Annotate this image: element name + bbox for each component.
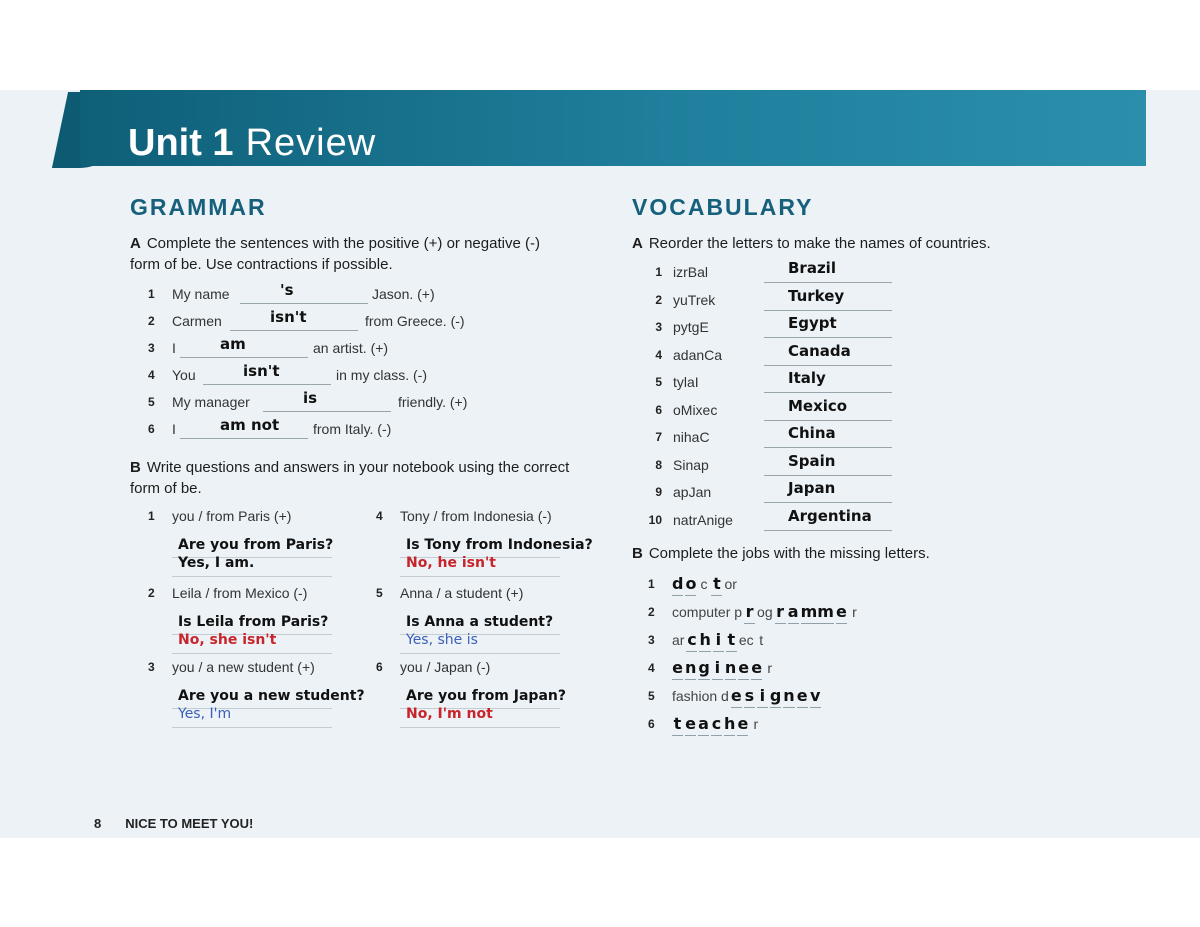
answer-blank: [240, 285, 368, 304]
written-letter: i: [712, 657, 723, 680]
country-number: 3: [655, 320, 662, 334]
question-number: 1: [148, 509, 155, 523]
written-letter: g: [770, 685, 781, 708]
sentence-start: I: [172, 421, 176, 437]
answer-line: [172, 575, 332, 577]
question-number: 3: [148, 660, 155, 674]
written-letter: e: [797, 685, 808, 708]
handwritten-question: Is Leila from Paris?: [178, 614, 329, 630]
job-number: 2: [648, 605, 655, 619]
sentence-end: friendly. (+): [398, 394, 468, 410]
review-label: Review: [245, 122, 377, 164]
printed-letters: r: [753, 716, 759, 732]
country-number: 4: [655, 347, 662, 362]
scrambled-word: Sinap: [673, 456, 709, 473]
question-number: 5: [376, 586, 383, 600]
scrambled-word: izrBal: [673, 264, 709, 280]
vocab-a-letter: A: [632, 235, 643, 252]
grammar-b-text: Write questions and answers in your notebook using the correct form of be.: [130, 459, 570, 497]
grammar-b-letter: B: [130, 459, 141, 476]
handwritten-answer: Yes, she is: [406, 632, 478, 648]
vocab-a-instruction: [632, 233, 1072, 254]
written-letter: s: [744, 685, 755, 708]
job-number: 4: [648, 661, 655, 675]
job-word: [672, 657, 777, 679]
handwritten-country: Argentina: [788, 506, 872, 525]
scrambled-word: pytgE: [673, 319, 709, 335]
question-prompt: you / from Paris (+): [172, 508, 292, 524]
written-letter: n: [783, 685, 794, 708]
handwritten-answer: No, he isn't: [406, 555, 496, 571]
handwritten-answer: Yes, I am.: [178, 555, 255, 571]
sentence-start: You: [172, 367, 196, 383]
unit-label: Unit 1: [128, 122, 234, 164]
printed-letters: og: [757, 604, 773, 620]
item-number: 2: [148, 314, 155, 328]
written-letter: v: [810, 685, 821, 708]
answer-line: [400, 652, 560, 654]
printed-letters: t: [759, 632, 764, 648]
vocab-b-letter: B: [632, 545, 643, 562]
item-number: 5: [148, 395, 155, 409]
job-word: [672, 713, 763, 735]
sentence-start: I: [172, 340, 176, 356]
job-word: [672, 685, 823, 707]
country-number: 6: [655, 402, 662, 417]
country-number: 10: [648, 512, 662, 527]
sentence-end: from Italy. (-): [313, 421, 392, 437]
handwritten-country: Brazil: [788, 259, 836, 277]
written-letter: g: [698, 657, 709, 680]
question-number: 2: [148, 586, 155, 600]
vocab-b-instruction: [632, 543, 1072, 564]
sentence-start: Carmen: [172, 313, 222, 329]
handwritten-question: Are you from Japan?: [406, 688, 566, 704]
answer-line: [172, 726, 332, 728]
written-letter: n: [685, 657, 696, 680]
written-letter: c: [711, 713, 722, 736]
handwritten-answer: No, I'm not: [406, 706, 493, 722]
page-title: [128, 122, 376, 165]
written-letter: r: [744, 601, 755, 624]
written-letter: i: [757, 685, 768, 708]
page-footer: [94, 816, 253, 831]
handwritten-answer: No, she isn't: [178, 632, 277, 648]
written-letter: e: [751, 657, 762, 680]
vocab-b-text: Complete the jobs with the missing letters.: [648, 545, 930, 562]
scrambled-word: yuTrek: [673, 291, 716, 308]
printed-letters: r: [767, 660, 773, 676]
question-prompt: you / a new student (+): [172, 659, 315, 675]
sentence-start: My manager: [172, 394, 250, 410]
scrambled-word: tylaI: [673, 374, 699, 390]
question-prompt: you / Japan (-): [400, 659, 491, 675]
written-letter: a: [698, 713, 709, 736]
answer-line: [400, 575, 560, 577]
handwritten-country: China: [788, 424, 836, 442]
job-number: 5: [648, 689, 655, 703]
grammar-b-instruction: [130, 457, 580, 499]
scrambled-word: natrAnige: [673, 511, 733, 528]
job-word: [672, 573, 739, 595]
printed-letters: ar: [672, 632, 685, 648]
item-number: 6: [148, 422, 155, 436]
written-letter: mm: [801, 601, 834, 624]
sentence-end: in my class. (-): [336, 367, 427, 383]
sentence-end: from Greece. (-): [365, 313, 465, 329]
written-letter: a: [788, 601, 799, 624]
sentence-start: My name: [172, 286, 230, 302]
question-prompt: Leila / from Mexico (-): [172, 585, 308, 601]
written-letter: t: [726, 629, 737, 652]
written-letter: e: [685, 713, 696, 736]
sentence-end: Jason. (+): [372, 286, 435, 302]
handwritten-answer: am: [220, 335, 246, 353]
written-letter: d: [672, 573, 683, 596]
handwritten-answer: 's: [280, 281, 294, 299]
written-letter: e: [672, 657, 683, 680]
printed-letters: r: [852, 604, 857, 620]
printed-letters: ec: [738, 632, 754, 648]
scrambled-word: oMixec: [673, 401, 718, 418]
handwritten-answer: isn't: [243, 362, 280, 380]
scrambled-word: adanCa: [673, 346, 723, 363]
handwritten-answer: isn't: [270, 308, 307, 326]
grammar-heading: GRAMMAR: [130, 194, 267, 220]
written-letter: e: [731, 685, 742, 708]
printed-letters: computer p: [672, 604, 743, 620]
handwritten-country: Egypt: [788, 314, 837, 332]
job-number: 6: [648, 717, 655, 731]
vocab-a-text: Reorder the letters to make the names of countries.: [648, 235, 991, 252]
handwritten-country: Canada: [788, 341, 851, 360]
answer-line: [172, 652, 332, 654]
item-number: 4: [148, 368, 155, 382]
answer-blank: [764, 374, 892, 393]
vocabulary-heading: VOCABULARY: [632, 194, 814, 220]
item-number: 3: [148, 341, 155, 355]
scrambled-word: nihaC: [673, 429, 710, 445]
written-letter: t: [672, 713, 683, 736]
job-word: [672, 601, 862, 623]
country-number: 2: [655, 292, 662, 307]
job-number: 3: [648, 633, 655, 647]
grammar-a-letter: A: [130, 235, 141, 252]
handwritten-answer: am not: [220, 416, 280, 434]
handwritten-country: Italy: [788, 369, 826, 387]
written-letter: o: [685, 573, 696, 596]
handwritten-answer: Yes, I'm: [178, 706, 232, 722]
question-prompt: Anna / a student (+): [400, 585, 524, 601]
handwritten-country: Mexico: [788, 396, 848, 415]
handwritten-question: Is Tony from Indonesia?: [406, 537, 593, 553]
written-letter: h: [724, 713, 735, 736]
written-letter: i: [713, 629, 724, 652]
handwritten-question: Are you a new student?: [178, 688, 365, 704]
printed-letters: c: [700, 576, 708, 592]
handwritten-country: Spain: [788, 451, 836, 470]
written-letter: c: [686, 629, 697, 652]
printed-letters: or: [724, 576, 737, 592]
question-prompt: Tony / from Indonesia (-): [400, 508, 552, 524]
item-number: 1: [148, 287, 155, 301]
printed-letters: fashion d: [672, 688, 729, 704]
written-letter: e: [737, 713, 748, 736]
written-letter: r: [775, 601, 786, 624]
country-number: 8: [655, 457, 662, 472]
question-number: 6: [376, 660, 383, 674]
job-word: [672, 629, 769, 651]
answer-blank: [263, 393, 391, 412]
grammar-a-instruction: [130, 233, 550, 275]
country-number: 9: [655, 485, 662, 499]
answer-line: [400, 726, 560, 728]
handwritten-answer: is: [303, 389, 318, 407]
country-number: 5: [655, 375, 662, 389]
handwritten-question: Is Anna a student?: [406, 614, 554, 630]
handwritten-country: Japan: [788, 479, 836, 497]
scrambled-word: apJan: [673, 484, 712, 500]
country-number: 7: [655, 430, 662, 444]
handwritten-question: Are you from Paris?: [178, 537, 334, 553]
page-number: 8: [94, 816, 102, 831]
written-letter: h: [699, 629, 710, 652]
question-number: 4: [376, 509, 383, 523]
grammar-a-text: Complete the sentences with the positive (+) or negative (-) form of be. Use contractions if possible.: [130, 235, 540, 273]
written-letter: n: [725, 657, 736, 680]
handwritten-country: Turkey: [788, 286, 845, 305]
written-letter: e: [738, 657, 749, 680]
job-number: 1: [648, 577, 655, 591]
written-letter: t: [711, 573, 722, 596]
written-letter: e: [836, 601, 847, 624]
sentence-end: an artist. (+): [313, 340, 389, 356]
country-number: 1: [655, 265, 662, 279]
footer-title: NICE TO MEET YOU!: [125, 816, 254, 831]
